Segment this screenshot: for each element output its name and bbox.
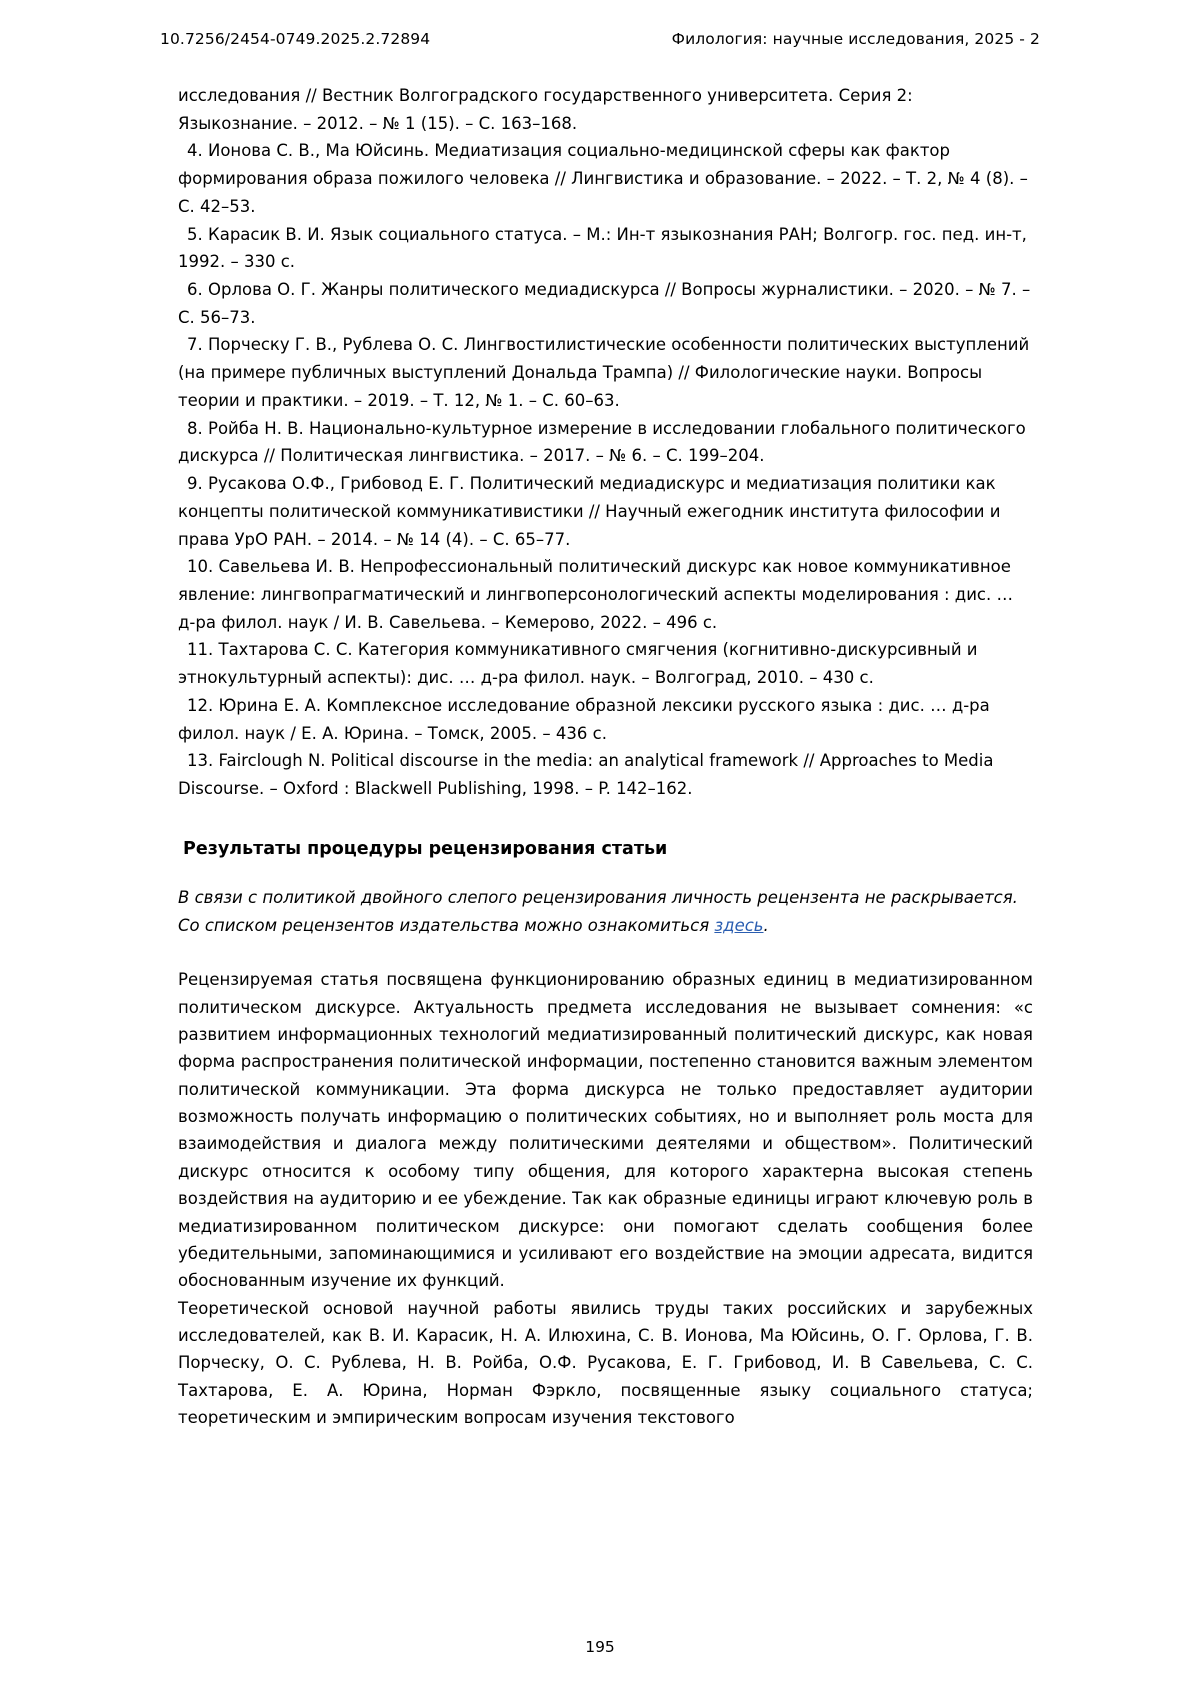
doi-text: 10.7256/2454-0749.2025.2.72894: [160, 30, 431, 48]
reference-item: 6. Орлова О. Г. Жанры политического медиадискурса // Вопросы журналистики. – 2020. – № 7. – С. 56–73.: [178, 280, 1031, 327]
reviewers-list-note-prefix: Со списком рецензентов издательства можно ознакомиться: [178, 916, 715, 936]
reference-item: 10. Савельева И. В. Непрофессиональный политический дискурс как новое коммуникативное явление: лингвопрагматический и лингвоперсонологический аспекты моделирования : дис. … д-ра филол. наук / И. В. Савельева. – Кемерово, 2022. – 496 с.: [178, 557, 1013, 632]
review-paragraph-1: Рецензируемая статья посвящена функционированию образных единиц в медиатизированном политическом дискурсе. Актуальность предмета исследования не вызывает сомнения: «с развитием информационных технологий медиатизированный политический дискурс, как новая форма распространения политической информации, постепенно становится важным элементом политической коммуникации. Эта форма дискурса не только предоставляет аудитории возможность получать информацию о политических событиях, но и выполняет роль моста для взаимодействия и диалога между политическими деятелями и обществом». Политический дискурс относится к особому типу общения, для которого характерна высокая степень воздействия на аудиторию и ее убеждение. Так как образные единицы играют ключевую роль в медиатизированном политическом дискурсе: они помогают сделать сообщения более убедительными, запоминающимися и усиливают его воздействие на эмоции адресата, видится обоснованным изучение их функций.: [178, 970, 1033, 1291]
page-header: [160, 30, 1040, 48]
reviewers-list-note: [178, 913, 1033, 940]
reference-item: 13. Fairclough N. Political discourse in the media: an analytical framework // Approaches to Media Discourse. – Oxford : Blackwell Publishing, 1998. – P. 142–162.: [178, 751, 994, 798]
reviewers-list-link[interactable]: здесь: [714, 916, 764, 936]
reference-item: 4. Ионова С. В., Ма Юйсинь. Медиатизация социально-медицинской сферы как фактор формирования образа пожилого человека // Лингвистика и образование. – 2022. – Т. 2, № 4 (8). – С. 42–53.: [178, 141, 1028, 216]
reviewers-list-note-suffix: .: [763, 916, 769, 936]
references-list: [178, 82, 1033, 803]
blind-review-note: В связи с политикой двойного слепого рецензирования личность рецензента не раскрывается.: [178, 887, 1018, 907]
review-paragraph-2: Теоретической основой научной работы явились труды таких российских и зарубежных исследователей, как В. И. Карасик, Н. А. Илюхина, С. В. Ионова, Ма Юйсинь, О. Г. Орлова, Г. В. Порческу, О. С. Рублева, Н. В. Ройба, О.Ф. Русакова, Е. Г. Грибовод, И. В Савельева, С. С. Тахтарова, Е. А. Юрина, Норман Фэркло, посвященные языку социального статуса; теоретическим и эмпирическим вопросам изучения текстового: [178, 1298, 1033, 1428]
section-heading-review: Результаты процедуры рецензирования статьи: [183, 838, 668, 859]
reference-item: 5. Карасик В. И. Язык социального статуса. – М.: Ин-т языкознания РАН; Волгогр. гос. пед. ин-т, 1992. – 330 с.: [178, 224, 1027, 272]
reference-item: 12. Юрина Е. А. Комплексное исследование образной лексики русского языка : дис. … д-ра филол. наук / Е. А. Юрина. – Томск, 2005. – 436 с.: [178, 695, 990, 743]
reference-continuation: исследования // Вестник Волгоградского государственного университета. Серия 2: Языкознание. – 2012. – № 1 (15). – С. 163–168.: [178, 86, 913, 133]
reference-item: 9. Русакова О.Ф., Грибовод Е. Г. Политический медиадискурс и медиатизация политики как концепты политической коммуникативистики // Научный ежегодник института философии и права УрО РАН. – 2014. – № 14 (4). – С. 65–77.: [178, 474, 1001, 549]
journal-title-text: Филология: научные исследования, 2025 - 2: [671, 30, 1040, 48]
page-content: [178, 82, 1033, 1432]
reference-item: 11. Тахтарова С. С. Категория коммуникативного смягчения (когнитивно-дискурсивный и этнокультурный аспекты): дис. … д-ра филол. наук. – Волгоград, 2010. – 430 с.: [178, 640, 978, 688]
page-number: 195: [585, 1638, 615, 1656]
reference-item: 8. Ройба Н. В. Национально-культурное измерение в исследовании глобального политического дискурса // Политическая лингвистика. – 2017. – № 6. – С. 199–204.: [178, 418, 1026, 466]
reference-item: 7. Порческу Г. В., Рублева О. С. Лингвостилистические особенности политических выступлений (на примере публичных выступлений Дональда Трампа) // Филологические науки. Вопросы теории и практики. – 2019. – Т. 12, № 1. – С. 60–63.: [178, 335, 1030, 410]
